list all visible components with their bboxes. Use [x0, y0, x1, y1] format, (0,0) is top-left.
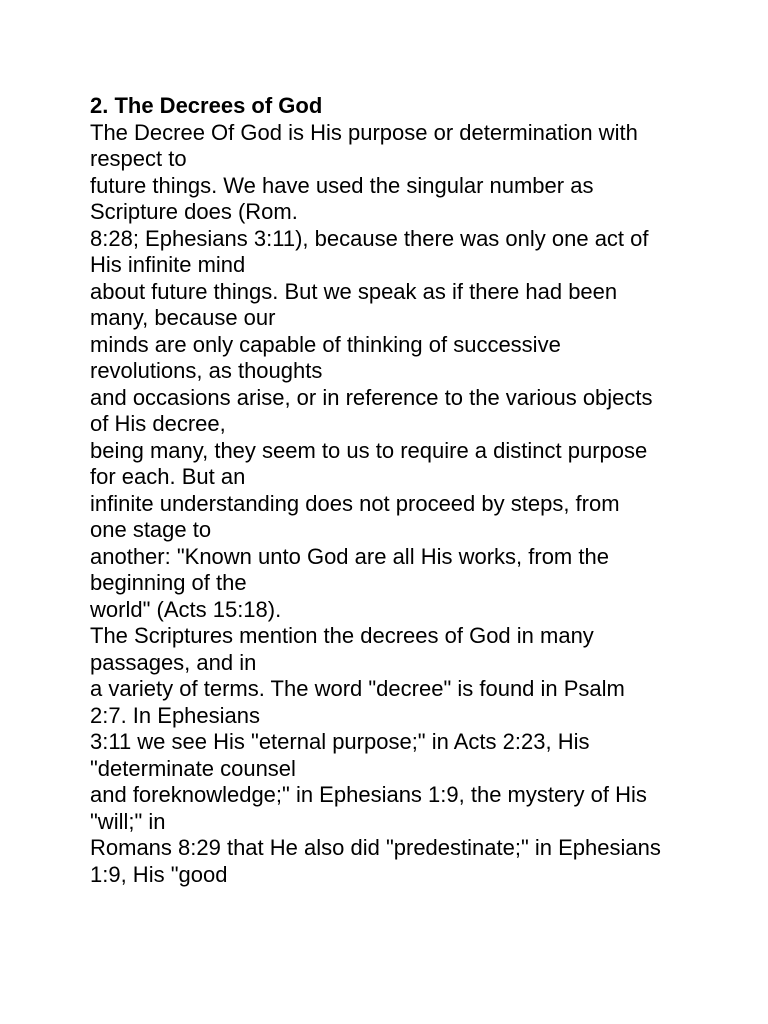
text-line: minds are only capable of thinking of successive — [90, 331, 561, 357]
text-line: one stage to — [90, 517, 212, 542]
text-line: being many, they seem to us to require a distinct purpose — [90, 437, 648, 463]
text-line: and foreknowledge;" in Ephesians 1:9, the mystery of His — [90, 782, 647, 807]
text-line: 1:9, His "good — [90, 861, 228, 887]
text-line: "determinate counsel — [90, 755, 296, 781]
text-line: 2:7. In Ephesians — [90, 702, 261, 728]
text-line: 8:28; Ephesians 3:11), because there was only one act of — [90, 225, 649, 251]
text-line: The Scriptures mention the decrees of God in many — [90, 623, 594, 648]
text-line: for each. But an — [90, 464, 246, 489]
text-line: a variety of terms. The word "decree" is found in Psalm — [90, 676, 625, 701]
text-line: 3:11 we see His "eternal purpose;" in Acts 2:23, His — [90, 729, 590, 754]
text-line: His infinite mind — [90, 252, 246, 277]
section-title: 2. The Decrees of God — [90, 93, 323, 118]
text-line: another: "Known unto God are all His works, from the — [90, 543, 609, 569]
text-line: infinite understanding does not proceed by steps, from — [90, 490, 620, 516]
text-line: The Decree Of God is His purpose or determination with — [90, 119, 638, 145]
text-line: Scripture does (Rom. — [90, 199, 298, 224]
document-body — [90, 93, 730, 888]
text-line: revolutions, as thoughts — [90, 358, 323, 383]
text-line: many, because our — [90, 305, 276, 330]
text-line: beginning of the — [90, 570, 247, 595]
text-line: world" (Acts 15:18). — [90, 596, 282, 622]
text-line: of His decree, — [90, 411, 226, 436]
text-line: "will;" in — [90, 808, 166, 834]
text-line: passages, and in — [90, 649, 257, 675]
text-line: respect to — [90, 146, 187, 171]
text-line: about future things. But we speak as if there had been — [90, 278, 618, 304]
text-line: future things. We have used the singular number as — [90, 172, 594, 198]
text-line: Romans 8:29 that He also did "predestinate;" in Ephesians — [90, 835, 661, 860]
text-line: and occasions arise, or in reference to the various objects — [90, 384, 653, 410]
